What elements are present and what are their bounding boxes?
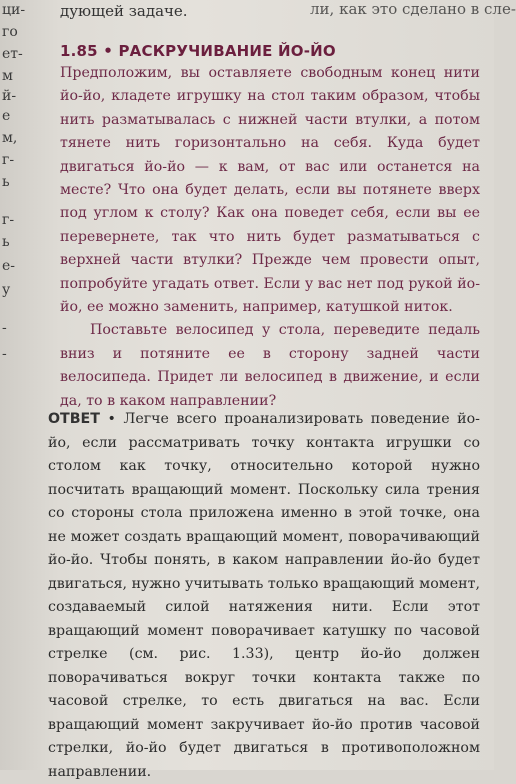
margin-fragment: ь [2, 174, 10, 190]
answer-label: ОТВЕТ [48, 411, 100, 427]
margin-fragment: е- [2, 258, 16, 274]
previous-text-line-tail: ли, как это сделано в сле- [310, 0, 516, 18]
margin-fragment: ь [2, 234, 10, 250]
answer-block [48, 408, 480, 784]
margin-fragment: г- [2, 152, 15, 168]
answer-text: Легче всего проанализировать поведение йо-йо, если рассматривать точку контакта игрушки со столом как точку, относительно которой нужно посчитать вращающий момент. Поскольку сила трения со стороны стола приложена именно в этой точке, она не может создать вращающий момент, поворачивающий йо-йо. Чтобы понять, в каком направлении йо-йо будет двигаться, нужно учитывать только вращающий момент, создаваемый силой натяжения нити. Если этот вращающий момент поворачивает катушку по часовой стрелке (см. рис. 1.33), центр йо-йо должен поворачиваться вокруг точки контакта также по часовой стрелке, то есть двигаться на вас. Если вращающий момент закручивает йо-йо против часовой стрелки, йо-йо будет двигаться в противоположном направлении. [48, 411, 480, 780]
problem-heading [60, 42, 336, 60]
bullet: • [107, 411, 116, 427]
problem-number: 1.85 [60, 42, 98, 60]
margin-fragment: м, [2, 130, 18, 146]
margin-fragment: ци- [2, 2, 26, 18]
margin-fragment: е [2, 108, 11, 124]
problem-text [60, 62, 480, 413]
bullet: • [103, 42, 114, 60]
previous-text-line: дующей задаче. ли, как это сделано в сле- [60, 0, 516, 20]
margin-fragment: у [2, 282, 11, 298]
margin-fragment: - [2, 346, 7, 362]
margin-fragment: г- [2, 212, 15, 228]
left-margin-fragments [0, 0, 26, 770]
margin-fragment: - [2, 320, 7, 336]
problem-paragraph-2: Поставьте велосипед у стола, переведите педаль вниз и потяните ее в сторону задней части велосипеда. Придет ли велосипед в движение, и если да, то в каком направлении? [60, 322, 480, 409]
margin-fragment: ет- [2, 46, 23, 62]
problem-paragraph-1: Предположим, вы оставляете свободным конец нити йо-йо, кладете игрушку на стол таким образом, чтобы нить разматывалась с нижней части втулки, а потом тянете нить горизонтально на себя. Куда будет двигаться йо-йо — к вам, от вас или останется на месте? Что она будет делать, если вы потянете вверх под углом к столу? Как она поведет себя, если вы ее перевернете, так что нить будет разматываться с верхней части втулки? Прежде чем провести опыт, попробуйте угадать ответ. Если у вас нет под рукой йо-йо, ее можно заменить, например, катушкой ниток. [60, 65, 480, 316]
problem-title: РАСКРУЧИВАНИЕ ЙО-ЙО [118, 42, 336, 60]
margin-fragment: й- [2, 88, 17, 104]
margin-fragment: м [2, 68, 13, 84]
margin-fragment: го [2, 24, 18, 40]
